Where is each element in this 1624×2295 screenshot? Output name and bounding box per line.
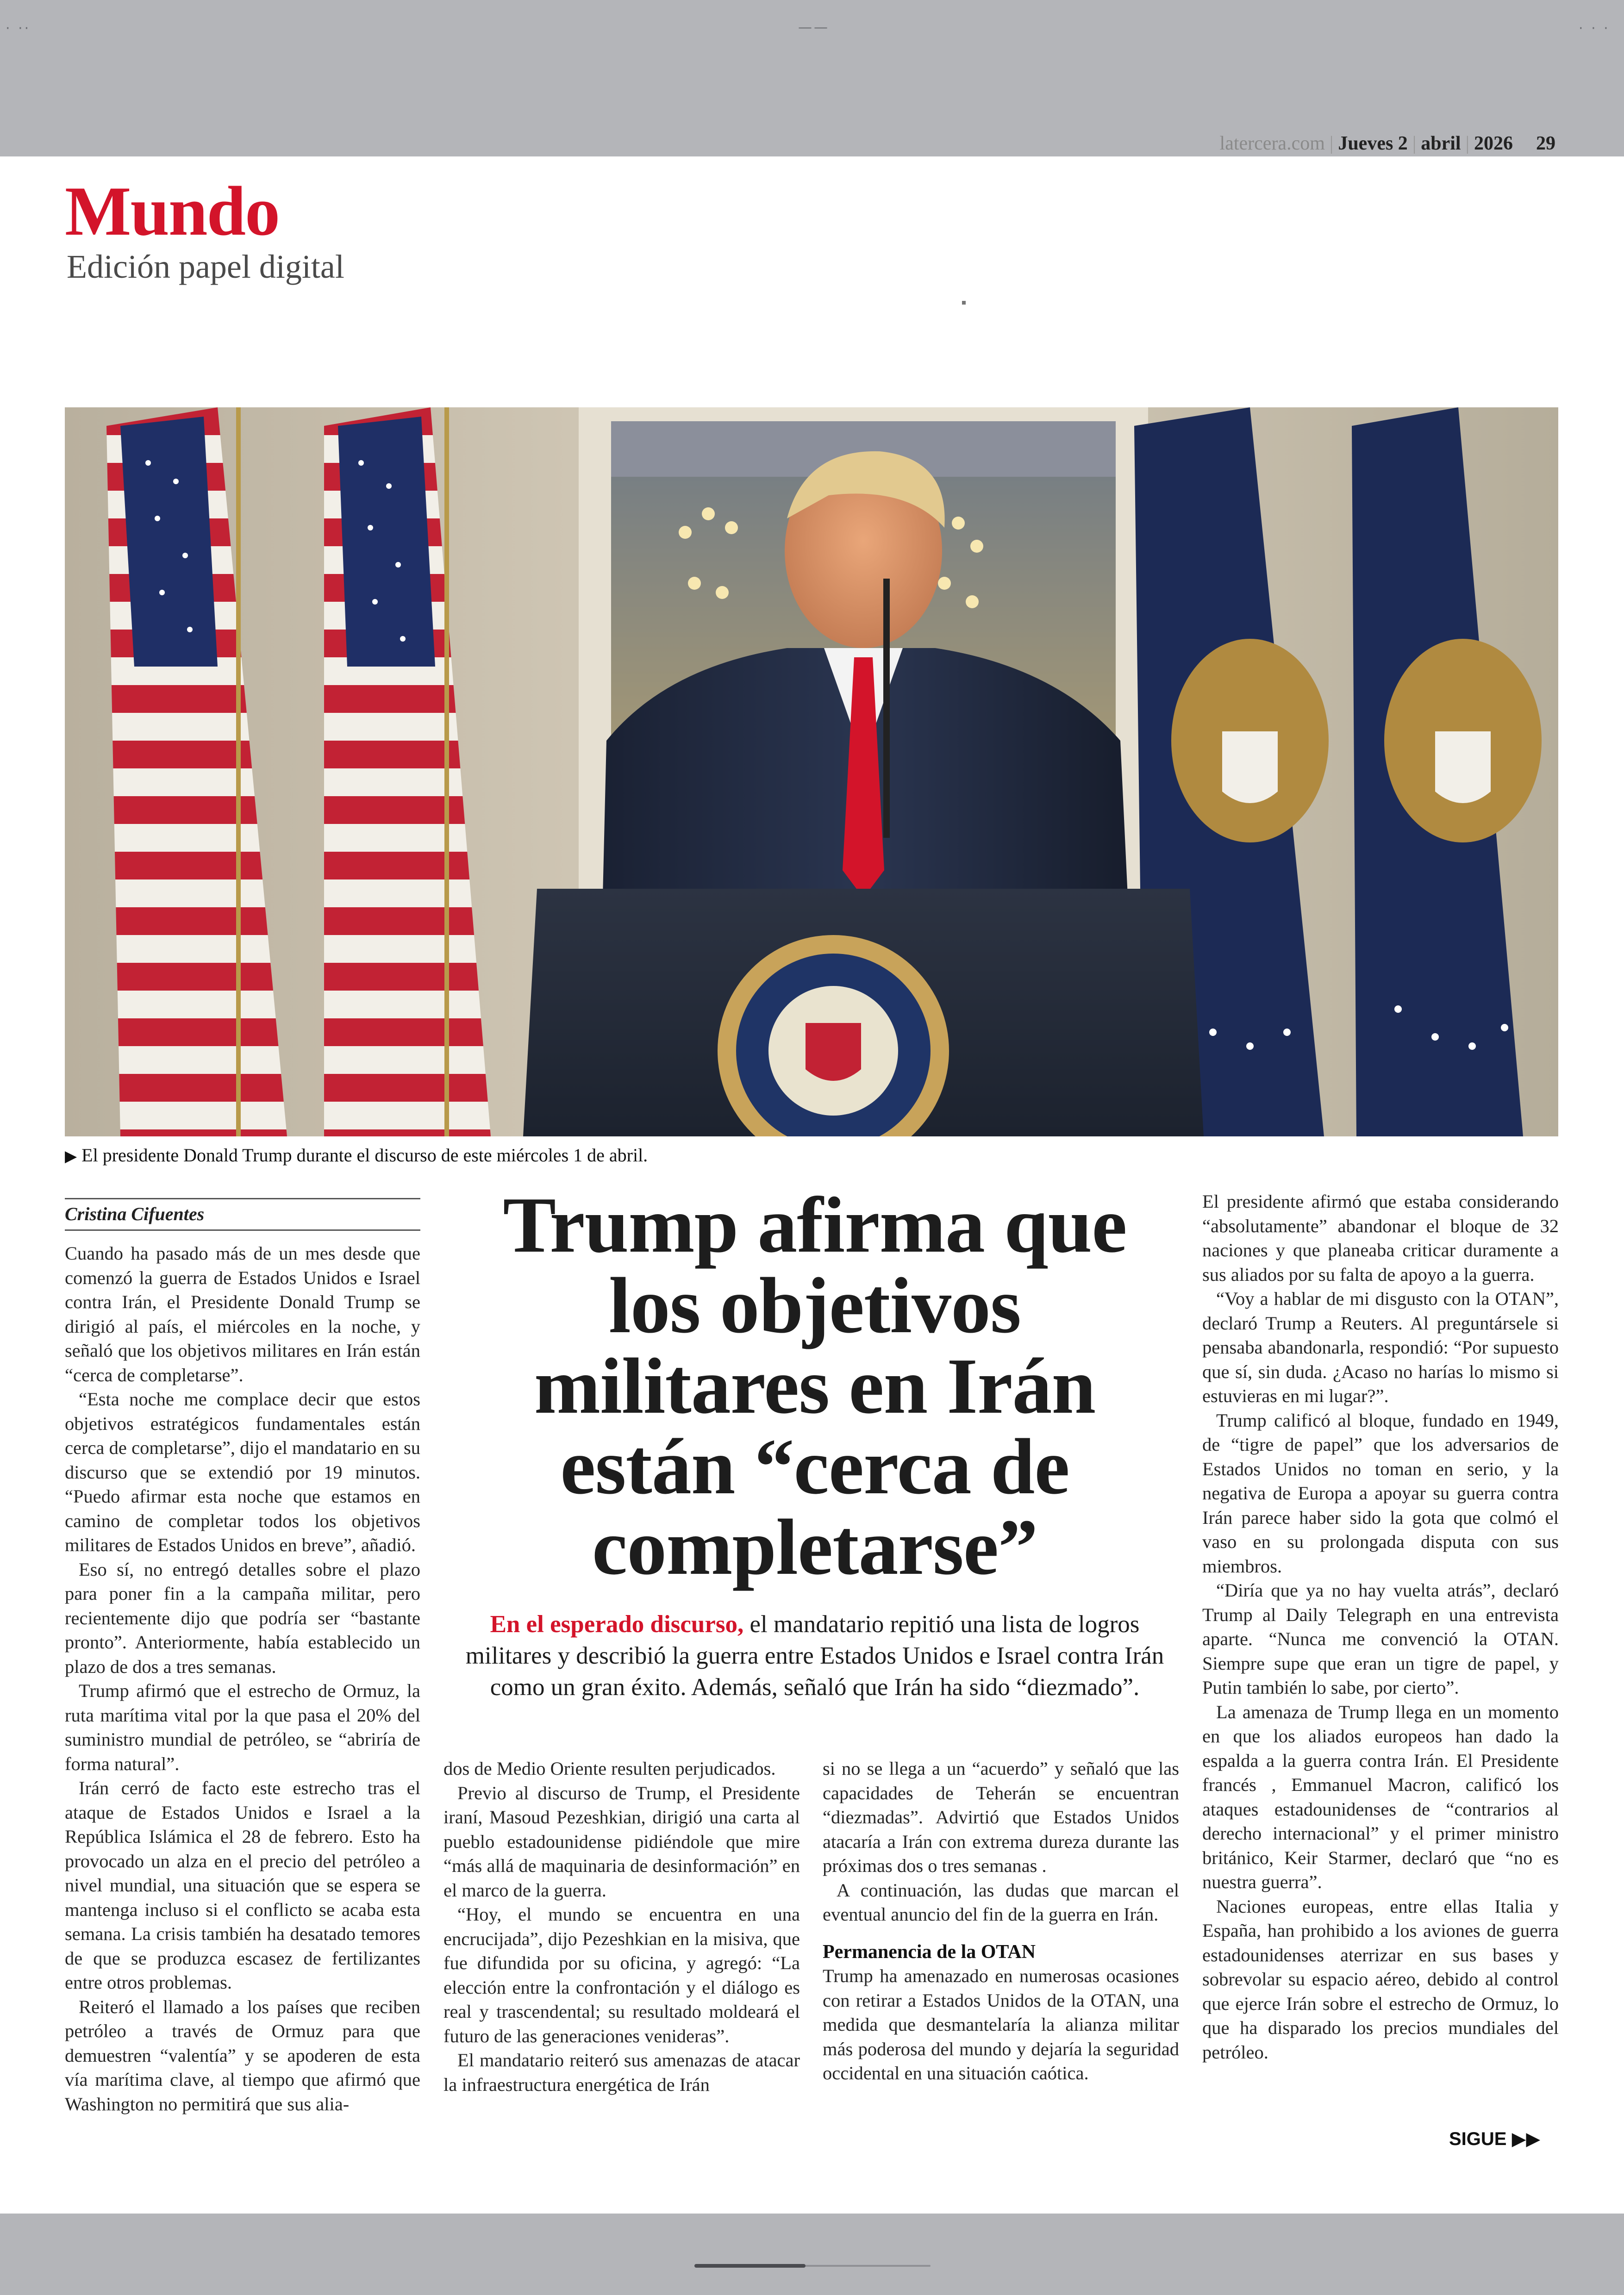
article-paragraph: si no se llega a un “acuerdo” y señaló que las capacidades de Teherán se encuentran “diezmadas”. Advirtió que Estados Unidos atacaría a Irán con extrema dureza durante las próximas dos o tres semanas .: [823, 1758, 1179, 1876]
separator: |: [1465, 133, 1469, 154]
viewer-bottom-bar: [0, 2214, 1624, 2295]
folio-line: [1220, 132, 1555, 156]
article-column-3: [823, 1757, 1179, 2086]
article-paragraph: Cuando ha pasado más de un mes desde que comenzó la guerra de Estados Unidos e Israel contra Irán, el Presidente Donald Trump se dirigió al país, el miércoles en la noche, y señaló que los objetivos militares en Irán están “cerca de completarse”.: [65, 1243, 420, 1385]
section-title: Mundo: [65, 172, 280, 250]
article-paragraph: Irán cerró de facto este estrecho tras el ataque de Estados Unidos e Israel a la República Islámica el 28 de febrero. Esto ha provocado un alza en el precio del petróleo a nivel mundial, una situación que se espera se mantenga incluso si el conflicto se acaba esta semana. La crisis también ha desatado temores de que se produzca escasez de fertilizantes entre otros problemas.: [65, 1777, 420, 1993]
article-paragraph: El mandatario reiteró sus amenazas de atacar la infraestructura energética de Irán: [443, 2050, 800, 2095]
page-number: 29: [1536, 133, 1555, 154]
headline: Trump afirma que los objetivos militares en Irán están “cerca de completarse”: [503, 1181, 1127, 1591]
folio-year: 2026: [1474, 133, 1513, 154]
separator: |: [1329, 133, 1334, 154]
viewer-corner-dots: · ··: [6, 20, 31, 37]
article-paragraph: Eso sí, no entregó detalles sobre el plazo para poner fin a la campaña militar, pero recientemente dijo que podría ser “bastante pronto”. Anteriormente, había establecido un plazo de dos a tres semanas.: [65, 1559, 420, 1677]
article-paragraph: A continuación, las dudas que marcan el eventual anuncio del fin de la guerra en Irán.: [823, 1879, 1179, 1925]
article-paragraph: Trump calificó al bloque, fundado en 1949, de “tigre de papel” que los adversarios de Estados Unidos no toman en serio, y la negativa de Europa a apoyar su guerra contra Irán parece haber sido la gota que colmó el vaso en su prolongada disputa con sus miembros.: [1202, 1409, 1559, 1577]
article-paragraph: La amenaza de Trump llega en un momento en que los aliados europeos han dado la espalda a la guerra contra Irán. El Presidente francés , Emmanuel Macron, calificó los ataques estadounidenses de “contrarios al derecho internacional” y el primer ministro británico, Keir Starmer, declaró que “no es nuestra guerra”.: [1202, 1701, 1559, 1892]
folio-month: abril: [1421, 133, 1461, 154]
article-paragraph: “Diría que ya no hay vuelta atrás”, declaró Trump al Daily Telegraph en una entrevista aparte. “Nunca me convenció la OTAN. Siempre supe que eran un tigre de papel, y Putin también lo sabe, por cierto”.: [1202, 1580, 1559, 1698]
article-paragraph: “Esta noche me complace decir que estos objetivos estratégicos fundamentales están cerca de completarse”, dijo el mandatario en su discurso que se extendió por 19 minutos. “Puedo afirmar esta noche que estamos en camino de completar todos los objetivos militares de Estados Unidos en breve”, añadió.: [65, 1389, 420, 1555]
site-name: latercera.com: [1219, 133, 1325, 154]
article-paragraph: Naciones europeas, entre ellas Italia y España, han prohibido a los aviones de guerra estadounidenses aterrizar en sus bases y sobrevolar su espacio aéreo, debido al control que ejerce Irán sobre el estrecho de Ormuz, lo que ha disparado los precios mundiales del petróleo.: [1202, 1896, 1559, 2063]
article-paragraph: Trump afirmó que el estrecho de Ormuz, la ruta marítima vital por la que pasa el 20% del suministro mundial de petróleo, se “abriría de forma natural”.: [65, 1680, 420, 1774]
news-photo: [65, 407, 1558, 1136]
continue-label: SIGUE ▶▶: [1449, 2129, 1541, 2149]
article-paragraph: Trump ha amenazado en numerosas ocasiones con retirar a Estados Unidos de la OTAN, una medida que desmantelaría la alianza militar más poderosa del mundo y dejaría la seguridad occidental en una situación caótica.: [823, 1965, 1179, 2083]
deck-text: el mandatario repitió una lista de logros militares y describió la guerra entre Estados Unidos e Israel contra Irán como un gran éxito. Además, señaló que Irán ha sido “diezmado”.: [465, 1611, 1164, 1701]
page-scroll-thumb[interactable]: [694, 2264, 806, 2268]
photo-illustration: [65, 407, 1558, 1136]
article-column-1: [65, 1241, 420, 2116]
subhead: Permanencia de la OTAN: [823, 1941, 1036, 1963]
article-paragraph: “Hoy, el mundo se encuentra en una encrucijada”, dijo Pezeshkian en la misiva, que fue difundida por su oficina, y agregó: “La elección entre la confrontación y el diálogo es real y trascendental; su resultado moldeará el futuro de las generaciones venideras”.: [443, 1904, 800, 2046]
byline: Cristina Cifuentes: [65, 1198, 420, 1231]
folio-day: Jueves 2: [1338, 133, 1408, 154]
viewer-top-mark: ——: [798, 19, 830, 36]
article-paragraph: El presidente afirmó que estaba considerando “absolutamente” abandonar el bloque de 32 naciones y que planeaba criticar duramente a sus aliados por su falta de apoyo a la guerra.: [1202, 1191, 1559, 1285]
deck: [456, 1609, 1174, 1703]
article-paragraph: Previo al discurso de Trump, el Presidente iraní, Masoud Pezeshkian, dirigió una carta al pueblo estadounidense pidiéndole que mire “más allá de maquinaria de desinformación” en el marco de la guerra.: [443, 1782, 800, 1901]
article-paragraph: Reiteró el llamado a los países que reciben petróleo a través de Ormuz para que demuestren “valentía” y se apoderen de esta vía marítima clave, al tiempo que afirmó que Washington no permitirá que sus alia-: [65, 1996, 420, 2114]
article-paragraph: dos de Medio Oriente resulten perjudicados.: [443, 1758, 776, 1779]
article-column-2: [443, 1757, 800, 2097]
stray-mark: [962, 301, 966, 305]
viewer-corner-dots-right: · · ·: [1579, 20, 1610, 37]
caption-text: El presidente Donald Trump durante el discurso de este miércoles 1 de abril.: [81, 1145, 648, 1166]
section-subtitle: Edición papel digital: [67, 248, 344, 285]
photo-caption: [65, 1144, 1558, 1166]
separator: |: [1412, 133, 1417, 154]
caption-arrow-icon: ▶: [65, 1147, 77, 1166]
article-paragraph: “Voy a hablar de mi disgusto con la OTAN”, declaró Trump a Reuters. Al preguntársele si pensaba abandonarla, respondió: “Por supuesto que sí, sin duda. ¿Acaso no harías lo mismo si estuvieras en mi lugar?”.: [1202, 1288, 1559, 1406]
article-column-4: [1202, 1190, 1559, 2064]
deck-lead: En el esperado discurso,: [490, 1611, 744, 1638]
